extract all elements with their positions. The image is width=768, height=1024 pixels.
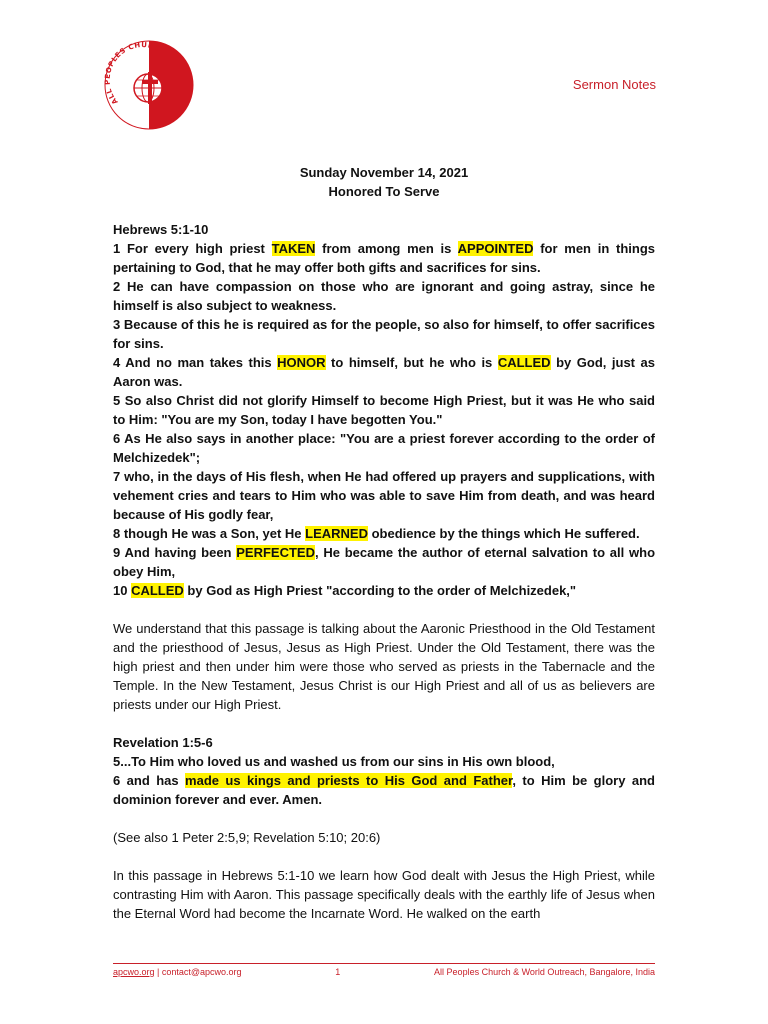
email-text: contact@apcwo.org bbox=[161, 967, 242, 977]
highlight-learned: LEARNED bbox=[305, 526, 368, 541]
verse-5: 5 So also Christ did not glorify Himself to become High Priest, but it was He who said to Him: "You are my Son, today I have begotten You." bbox=[113, 393, 655, 427]
verse-1: 1 For every high priest TAKEN from among men is APPOINTED for men in things pertaining to God, that he may offer both gifts and sacrifices for sins. bbox=[113, 241, 655, 275]
revelation-verse-6: 6 and has made us kings and priests to His God and Father, to Him be glory and dominion forever and ever. Amen. bbox=[113, 773, 655, 807]
sermon-title: Honored To Serve bbox=[328, 184, 440, 199]
svg-text:ALL PEOPLES CHURCH: ALL PEOPLES CHURC bbox=[104, 40, 162, 106]
verse-7: 7 who, in the days of His flesh, when He had offered up prayers and supplications, with vehement cries and tears to Him who was able to save Him from death, and was heard because of His godly fear, bbox=[113, 469, 655, 522]
paragraph-aaronic-priesthood: We understand that this passage is talking about the Aaronic Priesthood in the Old Testament and the priesthood of Jesus, Jesus as High Priest. Under the Old Testament, there was the high priest and then under him were those who served as priests in the Tabernacle and the Temple. In the New Testament, Jesus Christ is our High Priest and all of us as believers are priests under our High Priest. bbox=[113, 621, 655, 712]
verse-9: 9 And having been PERFECTED, He became the author of eternal salvation to all who obey Him, bbox=[113, 545, 656, 579]
hebrews-passage bbox=[113, 220, 655, 600]
sermon-date: Sunday November 14, 2021 bbox=[299, 165, 469, 180]
revelation-passage bbox=[113, 733, 655, 809]
verse-2: 2 He can have compassion on those who are ignorant and going astray, since he himself is also subject to weakness. bbox=[113, 279, 655, 313]
church-logo-icon bbox=[104, 40, 194, 130]
verse-6: 6 As He also says in another place: "You are a priest forever according to the order of Melchizedek"; bbox=[113, 431, 655, 465]
highlight-called-2: CALLED bbox=[131, 583, 184, 598]
revelation-reference: Revelation 1:5-6 bbox=[113, 735, 213, 750]
footer-contact bbox=[113, 967, 242, 977]
website-link[interactable]: apcwo.org bbox=[113, 967, 155, 977]
highlight-called: CALLED bbox=[497, 355, 551, 370]
highlight-taken: TAKEN bbox=[271, 241, 316, 256]
verse-10: 10 CALLED by God as High Priest "according to the order of Melchizedek," bbox=[113, 583, 577, 598]
verse-3: 3 Because of this he is required as for the people, so also for himself, to offer sacrifices for sins. bbox=[113, 317, 655, 351]
hebrews-reference: Hebrews 5:1-10 bbox=[113, 222, 209, 237]
church-logo bbox=[104, 40, 194, 130]
document-label: Sermon Notes bbox=[572, 77, 656, 92]
page-footer bbox=[113, 963, 655, 977]
highlight-honor: HONOR bbox=[277, 355, 326, 370]
sermon-content bbox=[113, 163, 655, 923]
footer-separator: | bbox=[154, 967, 162, 977]
verse-8: 8 though He was a Son, yet He LEARNED obedience by the things which He suffered. bbox=[113, 526, 640, 541]
paragraph-hebrews-contrast: In this passage in Hebrews 5:1-10 we learn how God dealt with Jesus the High Priest, while contrasting Him with Aaron. This passage specifically deals with the earthly life of Jesus when the Eternal Word had become the Incarnate Word. He walked on the earth bbox=[113, 868, 655, 921]
footer-organization: All Peoples Church & World Outreach, Bangalore, India bbox=[434, 967, 655, 977]
page-number: 1 bbox=[335, 967, 341, 977]
see-also-note: (See also 1 Peter 2:5,9; Revelation 5:10; 20:6) bbox=[113, 830, 381, 845]
highlight-appointed: APPOINTED bbox=[457, 241, 534, 256]
revelation-verse-5: 5...To Him who loved us and washed us from our sins in His own blood, bbox=[113, 754, 555, 769]
highlight-perfected: PERFECTED bbox=[236, 545, 315, 560]
highlight-kings-priests: made us kings and priests to His God and Father bbox=[185, 773, 513, 788]
verse-4: 4 And no man takes this HONOR to himself, but he who is CALLED by God, just as Aaron was. bbox=[113, 355, 655, 389]
